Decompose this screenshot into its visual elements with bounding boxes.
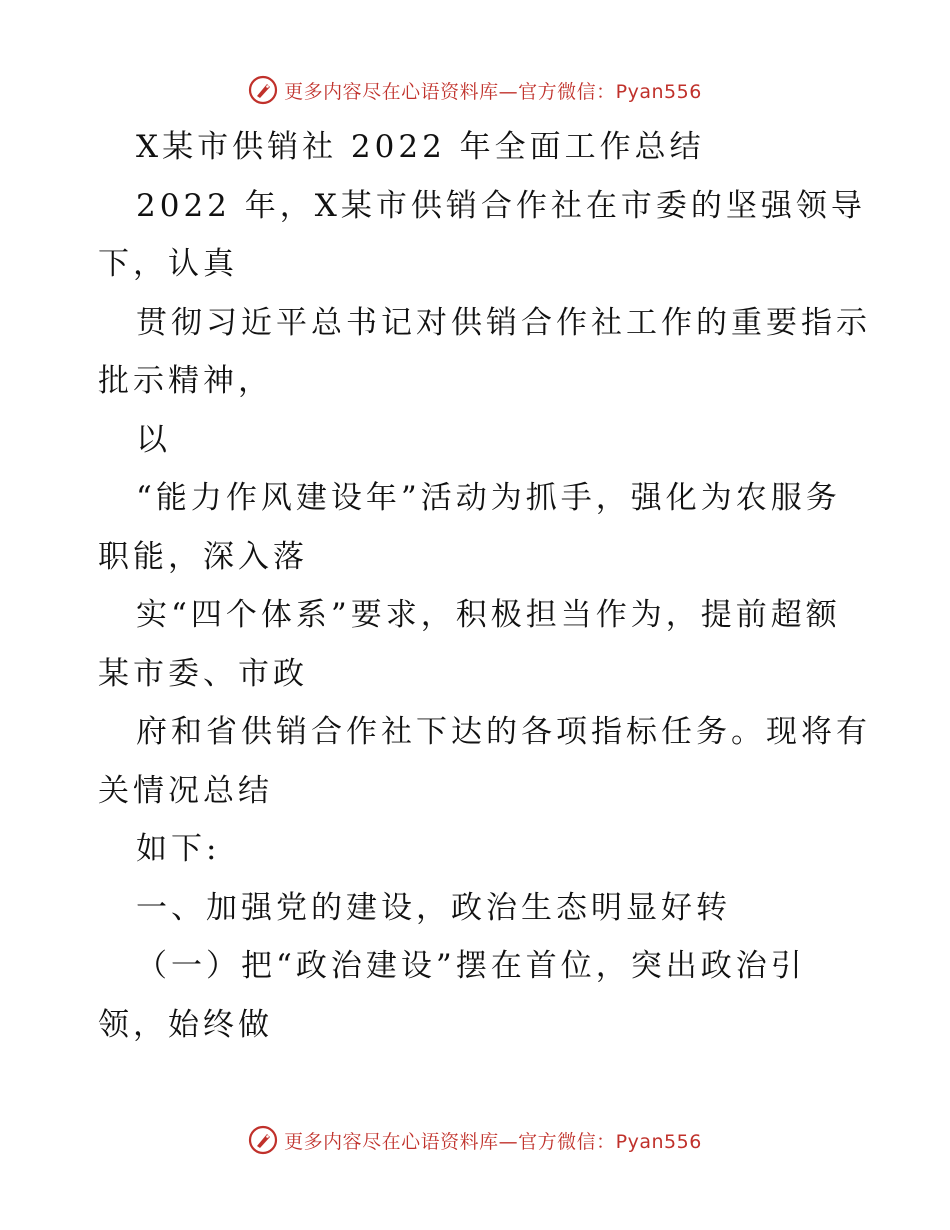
paragraph-line: 贯彻习近平总书记对供销合作社工作的重要指示	[136, 304, 871, 341]
wechat-id: Pyan556	[615, 1130, 702, 1153]
paragraph-line: 如下:	[136, 831, 221, 867]
paragraph-line: “能力作风建设年”活动为抓手，强化为农服务	[136, 480, 841, 516]
document-title: X某市供销社 2022 年全面工作总结	[136, 129, 705, 165]
paragraph-line: 职能，深入落	[98, 538, 308, 575]
paragraph-line: 批示精神，	[98, 363, 273, 399]
paragraph-line: 府和省供销合作社下达的各项指标任务。现将有	[136, 714, 871, 750]
paragraph-line: 领，始终做	[98, 1006, 273, 1043]
document-body	[98, 118, 871, 1054]
paragraph-line: 以	[136, 421, 171, 458]
pen-nib-logo-icon	[248, 1125, 278, 1155]
header-watermark-banner	[0, 70, 950, 110]
section-heading: 一、加强党的建设，政治生态明显好转	[136, 889, 731, 926]
paragraph-line: 实“四个体系”要求，积极担当作为，提前超额	[136, 597, 841, 633]
paragraph-line: 关情况总结	[98, 772, 273, 809]
pen-nib-logo-icon	[248, 75, 278, 105]
footer-watermark-banner	[0, 1120, 950, 1160]
watermark-text: 更多内容尽在心语资料库—官方微信：Pyan556	[284, 1130, 702, 1153]
paragraph-line: 2022 年，X某市供销合作社在市委的坚强领导	[136, 187, 866, 224]
paragraph-line: 下，认真	[98, 246, 238, 282]
watermark-text: 更多内容尽在心语资料库—官方微信：Pyan556	[284, 80, 702, 103]
subsection-heading: （一）把“政治建设”摆在首位，突出政治引	[136, 948, 806, 984]
paragraph-line: 某市委、市政	[98, 655, 308, 692]
wechat-id: Pyan556	[615, 80, 702, 103]
